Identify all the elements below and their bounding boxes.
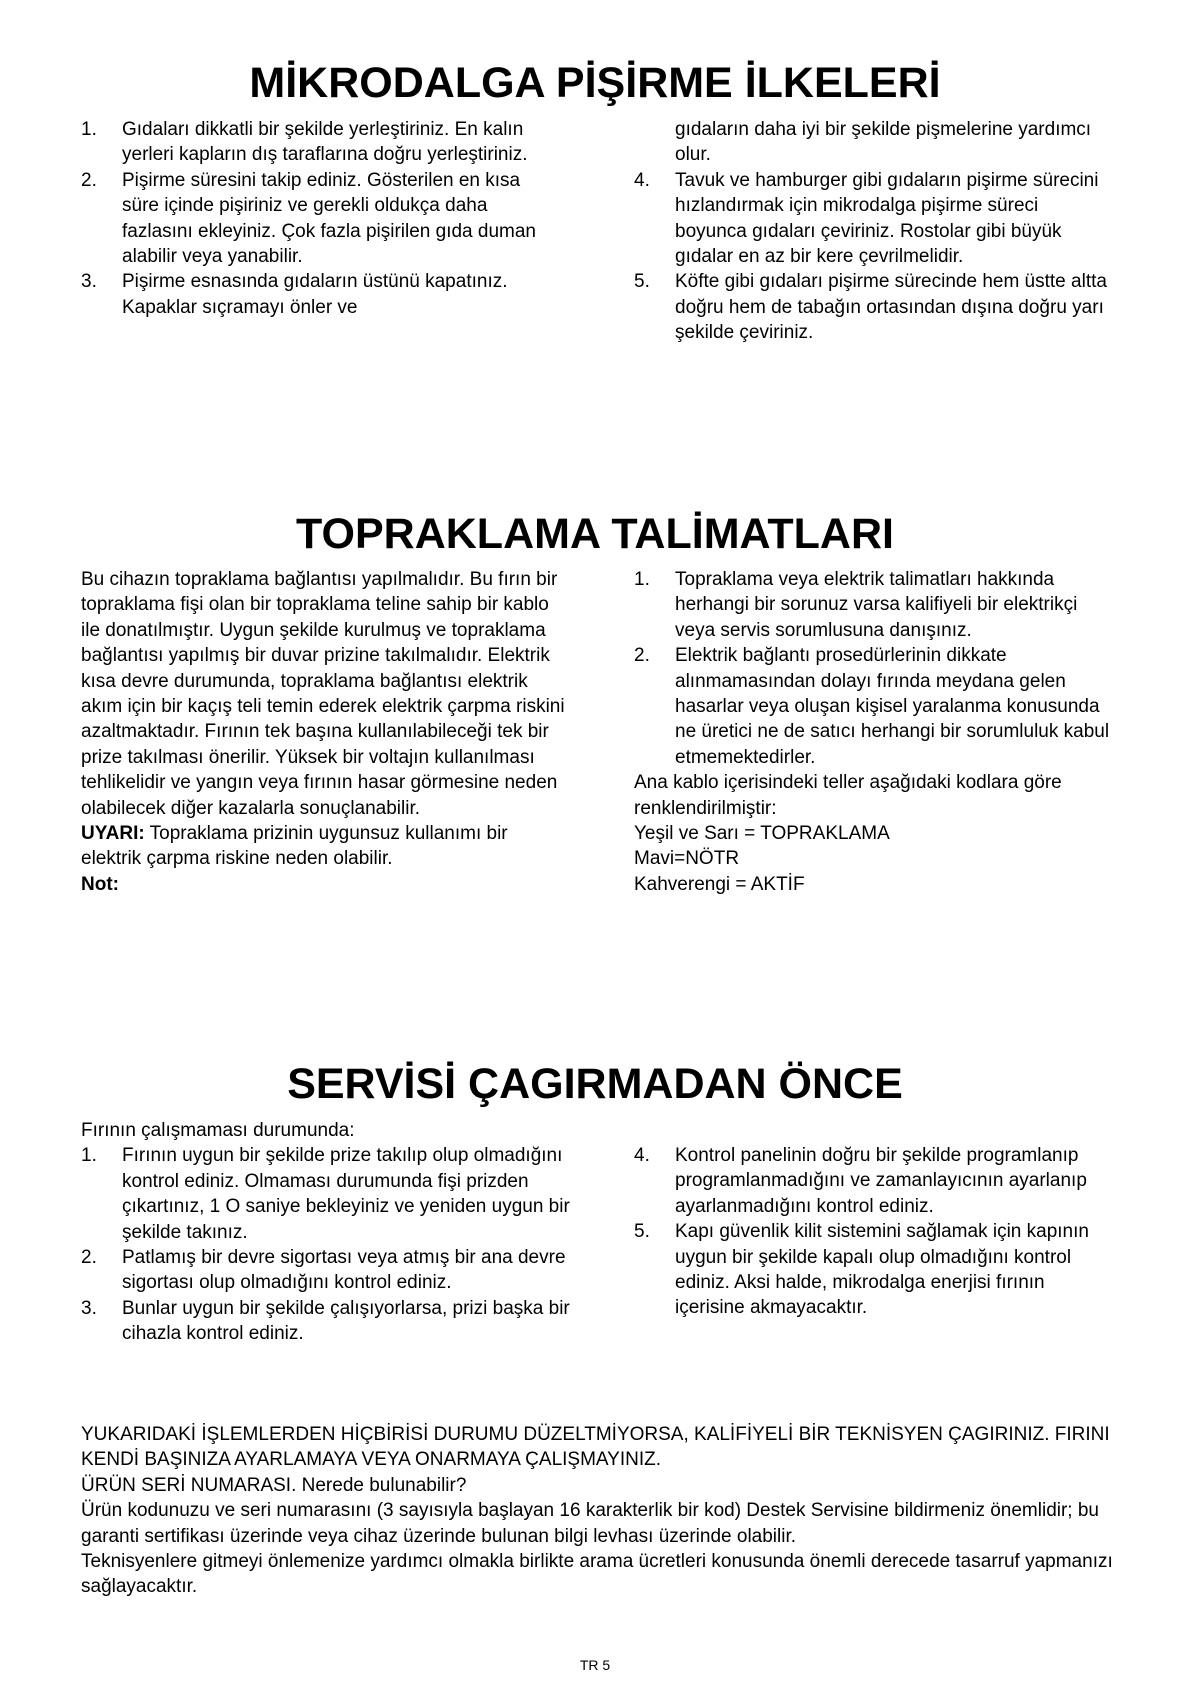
list-text: Tavuk ve hamburger gibi gıdaların pişirme sürecini hızlandırmak için mikrodalga pişirme süreci boyunca gıdaları çeviriniz. Rostolar gibi büyük gıdalar en az bir kere çevrilmelidir. <box>675 169 1099 268</box>
section1-right-column <box>634 117 1114 346</box>
section3-intro: Fırının çalışmaması durumunda: <box>81 1120 355 1141</box>
list-number: 2. <box>81 1247 97 1269</box>
list-text: Elektrik bağlantı prosedürlerinin dikkate alınmamasından dolayı fırında meydana gelen hasarlar veya oluşan kişisel yaralanma konusunda ne üretici ne de satıcı herhangi bir sorumluluk kabul etmemektedirler. <box>675 645 1110 768</box>
wire-color-intro: Ana kablo içerisindeki teller aşağıdaki kodlara göre renklendirilmiştir: <box>634 772 1062 819</box>
list-item <box>81 269 551 320</box>
note-label: Not: <box>81 873 119 895</box>
warning-label: UYARI: <box>81 823 145 845</box>
list-number: 1. <box>634 569 650 590</box>
list-text: Pişirme esnasında gıdaların üstünü kapatınız. Kapaklar sıçramayı önler ve <box>122 271 508 318</box>
section-title-before-service: SERVİSİ ÇAGIRMADAN ÖNCE <box>287 1060 903 1108</box>
list-text: Gıdaları dikkatli bir şekilde yerleştiriniz. En kalın yerleri kapların dış taraflarına doğru yerleştiriniz. <box>122 119 528 166</box>
list-text: Kontrol panelinin doğru bir şekilde programlanıp programlanmadığını ve zamanlayıcının ayarlanıp ayarlanmadığını kontrol ediniz. <box>675 1145 1087 1217</box>
list-number: 5. <box>634 1221 650 1243</box>
grounding-warning <box>81 821 571 872</box>
list-item <box>81 1245 571 1296</box>
list-item <box>634 1219 1119 1321</box>
list-number: 1. <box>81 119 97 140</box>
list-number: 4. <box>634 169 650 191</box>
list-item <box>634 567 1119 643</box>
list-number: 3. <box>81 1297 97 1319</box>
list-item <box>81 1296 571 1347</box>
wire-color-ground: Yeşil ve Sarı = TOPRAKLAMA <box>634 823 890 845</box>
section-title-grounding-instructions: TOPRAKLAMA TALİMATLARI <box>296 510 894 558</box>
list-item <box>634 269 1114 345</box>
section3-left-column <box>81 1118 571 1347</box>
list-number: 1. <box>81 1145 97 1167</box>
list-text: Bunlar uygun bir şekilde çalışıyorlarsa, prizi başka bir cihazla kontrol ediniz. <box>122 1297 570 1345</box>
list-item-continuation <box>634 117 1114 168</box>
wire-color-neutral: Mavi=NÖTR <box>634 848 740 870</box>
list-number: 5. <box>634 271 650 293</box>
list-item <box>81 117 551 168</box>
wire-color-live: Kahverengi = AKTİF <box>634 873 805 895</box>
list-item <box>634 643 1119 770</box>
list-text: gıdaların daha iyi bir şekilde pişmelerine yardımcı olur. <box>675 119 1092 166</box>
page-number: TR 5 <box>579 1657 611 1673</box>
list-item <box>634 1143 1119 1219</box>
list-number: 3. <box>81 271 97 293</box>
section3-right-column <box>634 1143 1119 1321</box>
list-item <box>81 168 551 270</box>
warning-text: Topraklama prizinin uygunsuz kullanımı bir elektrik çarpma riskine neden olabilir. <box>81 823 508 870</box>
list-text: Fırının uygun bir şekilde prize takılıp olup olmadığını kontrol ediniz. Olmaması durumunda fişi prizden çıkartınız, 1 O saniye bekleyiniz ve yeniden uygun bir şekilde takınız. <box>122 1145 570 1243</box>
serial-number-heading: ÜRÜN SERİ NUMARASI. Nerede bulunabilir? <box>81 1474 467 1496</box>
list-item <box>81 1143 571 1245</box>
list-number: 2. <box>634 645 650 667</box>
service-notes <box>81 1422 1121 1600</box>
list-item <box>634 168 1114 270</box>
section-title-microwave-principles: MİKRODALGA PİŞİRME İLKELERİ <box>249 59 941 107</box>
section1-left-column <box>81 117 551 320</box>
list-text: Kapı güvenlik kilit sistemini sağlamak için kapının uygun bir şekilde kapalı olup olmadığını kontrol ediniz. Aksi halde, mikrodalga enerjisi fırının içerisine akmayacaktır. <box>675 1221 1089 1319</box>
list-number: 4. <box>634 1145 650 1166</box>
section2-right-column <box>634 567 1119 897</box>
list-text: Patlamış bir devre sigortası veya atmış bir ana devre sigortası olup olmadığını kontrol ediniz. <box>122 1247 566 1294</box>
list-text: Topraklama veya elektrik talimatları hakkında herhangi bir sorunuz varsa kalifiyeli bir elektrikçi veya servis sorumlusuna danışınız. <box>675 569 1078 641</box>
list-text: Köfte gibi gıdaları pişirme sürecinde hem üstte altta doğru hem de tabağın ortasından dışına doğru yarı şekilde çeviriniz. <box>675 271 1107 344</box>
serial-number-text: Ürün kodunuzu ve seri numarasını (3 sayısıyla başlayan 16 karakterlik bir kod) Destek Servisine bildirmeniz önemlidir; bu garanti sertifikası üzerinde veya cihaz üzerinde bulunan bilgi levhası üzerinde olabilir. <box>81 1500 1100 1547</box>
closing-text: Teknisyenlere gitmeyi önlemenize yardımcı olmakla birlikte arama ücretleri konusunda önemli derecede tasarruf yapmanızı sağlayacaktır. <box>81 1551 1113 1598</box>
service-warning: YUKARIDAKİ İŞLEMLERDEN HİÇBİRİSİ DURUMU DÜZELTMİYORSA, KALİFİYELİ BİR TEKNİSYEN ÇAGIRINIZ. FIRINI KENDİ BAŞINIZA AYARLAMAYA VEYA ONARMAYA ÇALIŞMAYINIZ. <box>81 1424 1110 1471</box>
list-text: Pişirme süresini takip ediniz. Gösterilen en kısa süre içinde pişiriniz ve gerekli oldukça daha fazlasını ekleyiniz. Çok fazla pişirilen gıda duman alabilir veya yanabilir. <box>122 169 536 268</box>
section2-left-column <box>81 567 571 897</box>
grounding-paragraph: Bu cihazın topraklama bağlantısı yapılmalıdır. Bu fırın bir topraklama fişi olan bir topraklama teline sahip bir kablo ile donatılmıştır. Uygun şekilde kurulmuş ve topraklama bağlantısı yapılmış bir duvar prizine takılmalıdır. Elektrik kısa devre durumunda, topraklama bağlantısı elektrik akım için bir kaçış teli temin ederek elektrik çarpma riskini azaltmaktadır. Fırının tek başına kullanılabileceği tek bir prize takılması önerilir. Yüksek bir voltajın kullanılması tehlikelidir ve yangın veya fırının hasar görmesine neden olabilecek diğer kazalarla sonuçlanabilir. <box>81 569 565 819</box>
list-number: 2. <box>81 169 97 191</box>
